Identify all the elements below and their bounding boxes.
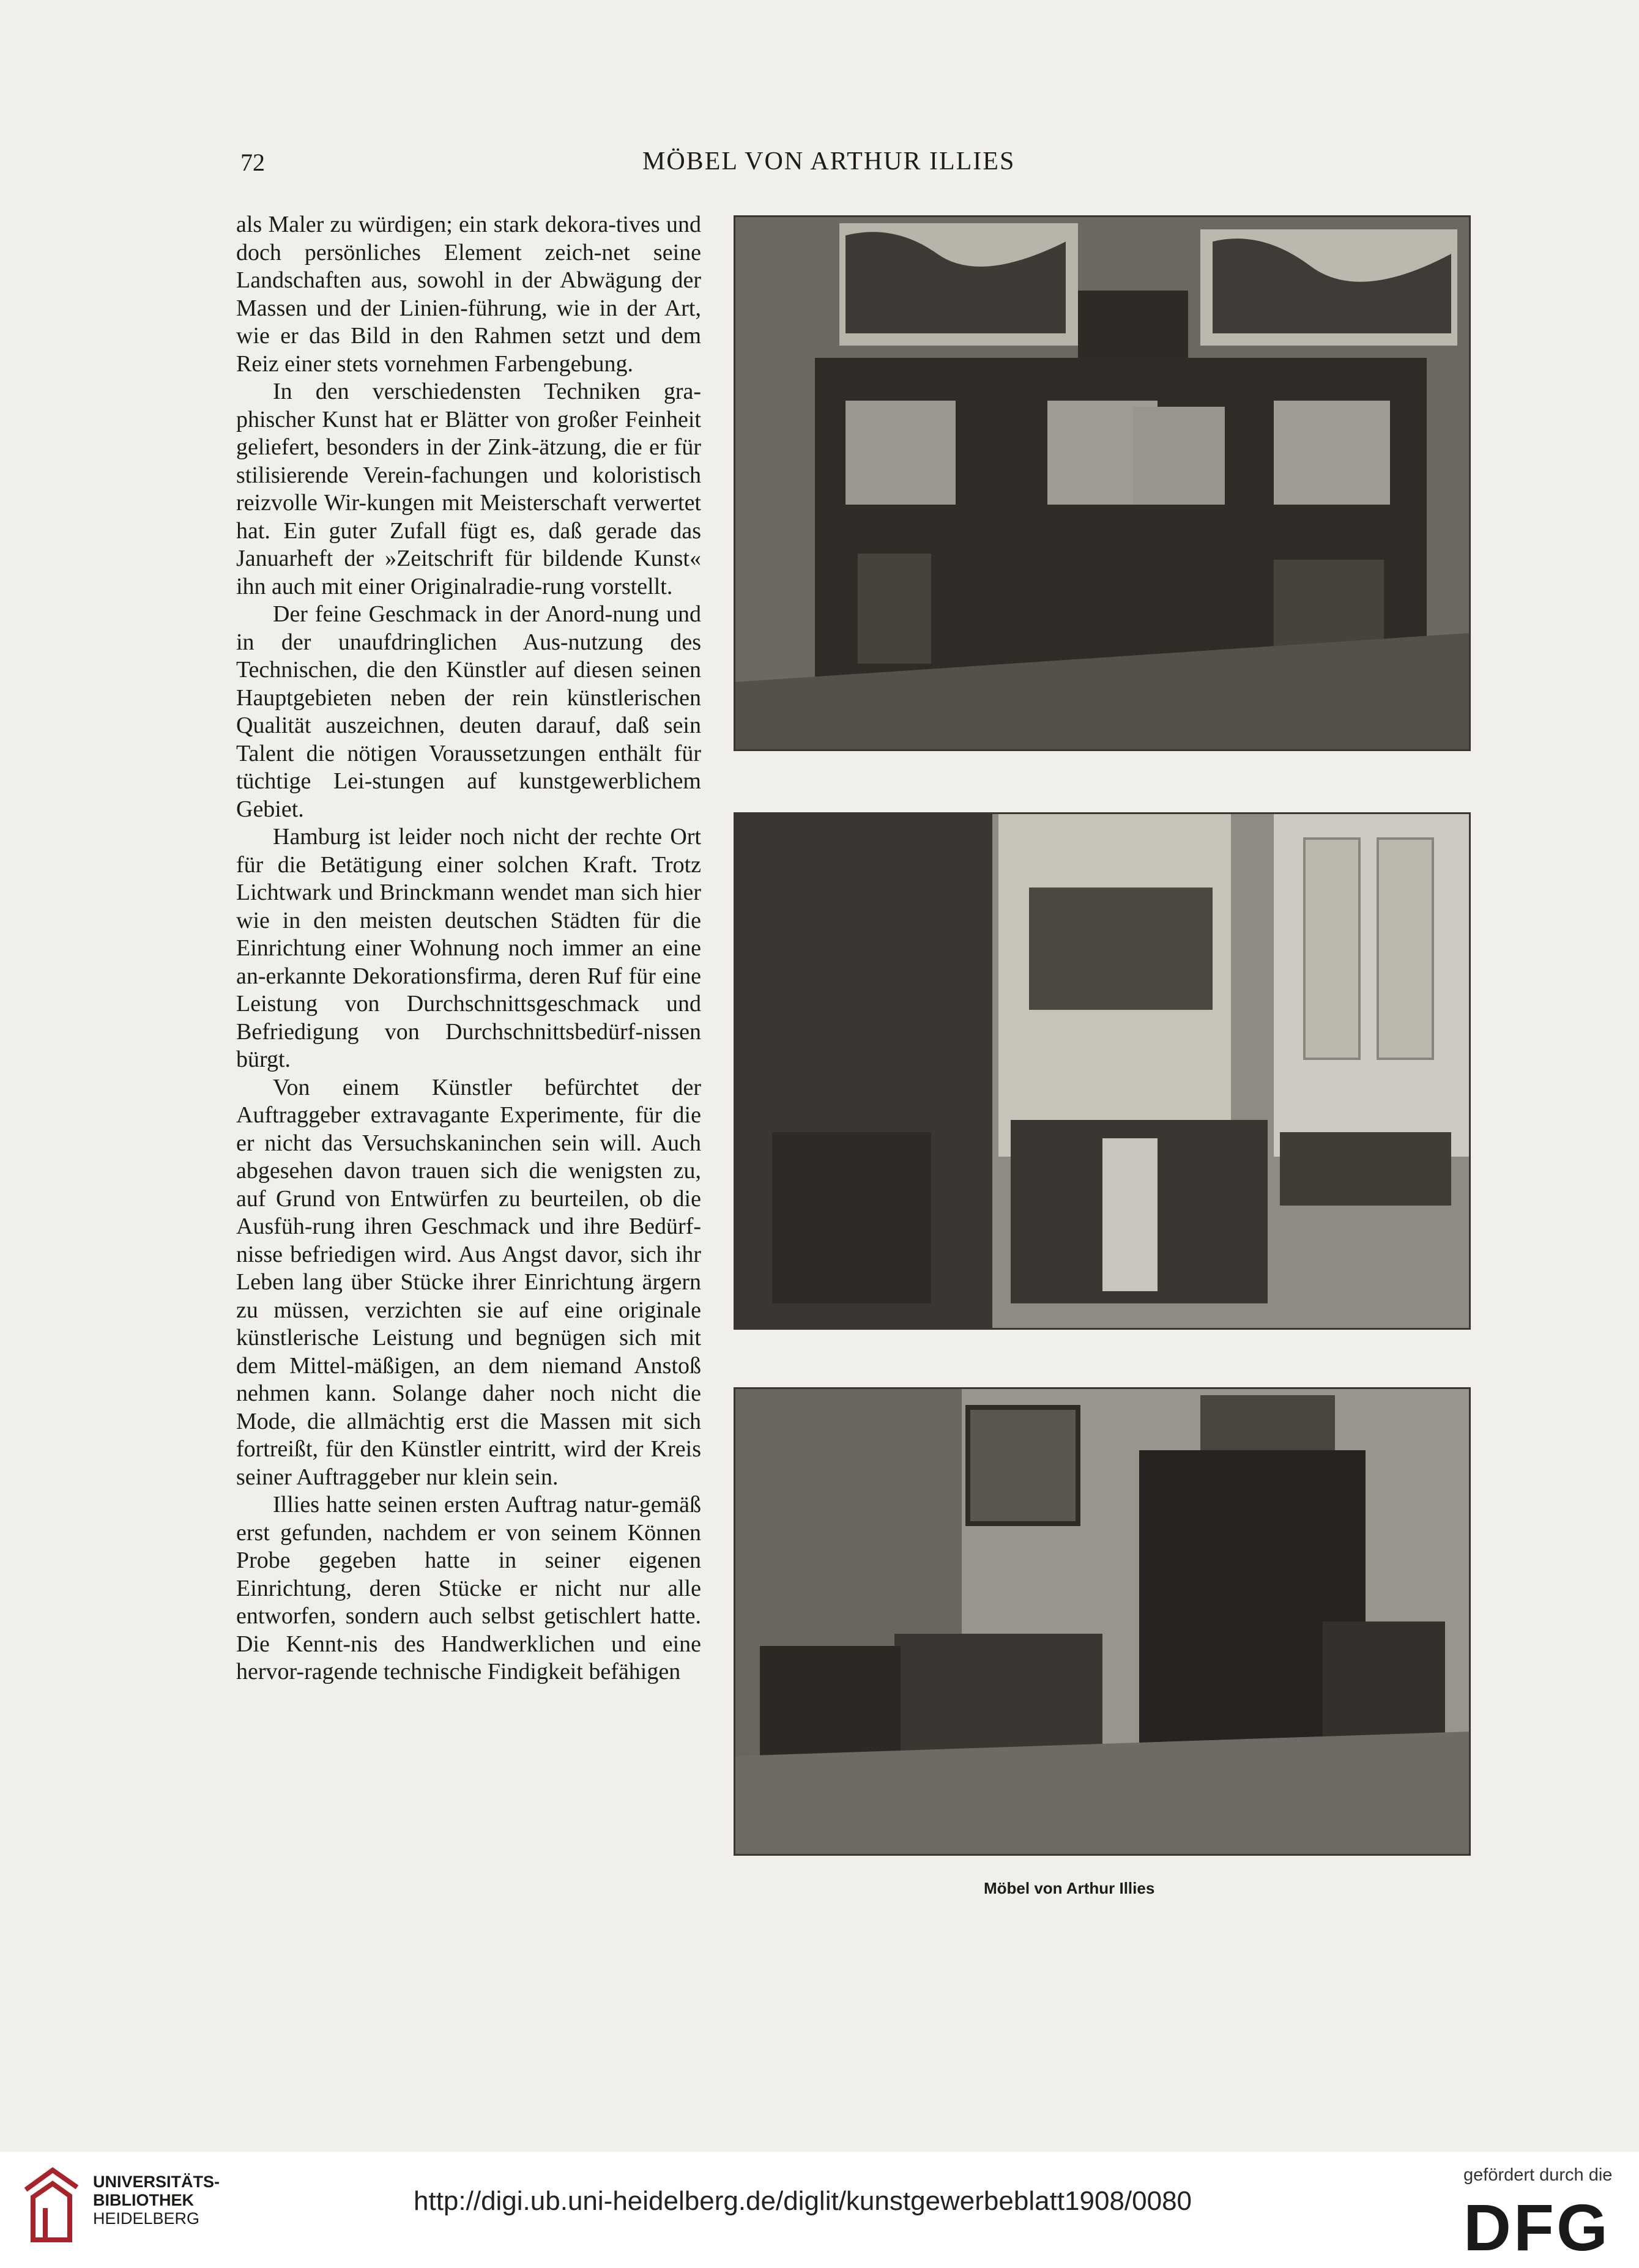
photo-study-room: [734, 1387, 1471, 1856]
library-name-line: HEIDELBERG: [93, 2209, 200, 2228]
funding-label: gefördert durch die: [1463, 2165, 1613, 2185]
photo-corner-cabinets: [734, 215, 1471, 751]
photo-desk-corner: [734, 812, 1471, 1330]
page-number: 72: [240, 149, 265, 176]
paragraph: In den verschiedensten Techniken gra-phischer Kunst hat er Blätter von großer Feinheit geliefert, besonders in der Zink-ätzung, die er für stilisierende Verein-fachungen und koloristisch reizvolle Wir-kungen mit Meisterschaft verwertet hat. Ein guter Zufall fügt es, daß gerade das Januarheft der »Zeitschrift für bildende Kunst« ihn auch mit einer Originalradie-rung vorstellt.: [236, 379, 701, 599]
paragraph: Hamburg ist leider noch nicht der rechte Ort für die Betätigung einer solchen Kraft. Trotz Lichtwark und Brinckmann wendet man sich hier wie in den meisten deutschen Städten für die Einrichtung einer Wohnung noch immer an eine an-erkannte Dekorationsfirma, deren Ruf für eine Leistung von Durchschnittsgeschmack und Befriedigung von Durchschnittsbedürf-nissen bürgt.: [236, 824, 701, 1072]
library-logo-icon: [21, 2165, 82, 2245]
library-name-line: BIBLIOTHEK: [93, 2191, 194, 2209]
paragraph: als Maler zu würdigen; ein stark dekora-tives und doch persönliches Element zeich-net seine Landschaften aus, sowohl in der Abwägung der Massen und der Linien-führung, wie in der Art, wie er das Bild in den Rahmen setzt und dem Reiz einer stets vornehmen Farbengebung.: [236, 212, 701, 377]
library-name-line: UNIVERSITÄTS-: [93, 2173, 220, 2191]
dfg-logo: DFG: [1463, 2190, 1610, 2264]
running-title: MÖBEL VON ARTHUR ILLIES: [642, 147, 1016, 176]
library-name: [93, 2173, 220, 2228]
figure-caption: Möbel von Arthur Illies: [984, 1879, 1155, 1897]
article-body: [236, 211, 701, 1686]
paragraph: Illies hatte seinen ersten Auftrag natur-gemäß erst gefunden, nachdem er von seinem Können Probe gegeben hatte in seiner eigenen Einrichtung, deren Stücke er nicht nur alle entworfen, sondern auch selbst getischlert hatte. Die Kennt-nis des Handwerklichen und eine hervor-ragende technische Findigkeit befähigen: [236, 1492, 701, 1684]
permalink-url[interactable]: http://digi.ub.uni-heidelberg.de/diglit/kunstgewerbeblatt1908/0080: [414, 2186, 1192, 2216]
paragraph: Von einem Künstler befürchtet der Auftraggeber extravagante Experimente, für die er nicht das Versuchskaninchen sein will. Auch abgesehen davon trauen sich die wenigsten zu, auf Grund von Entwürfen zu beurteilen, ob die Ausfüh-rung ihren Geschmack und ihre Bedürf-nisse befriedigen wird. Aus Angst davor, sich ihr Leben lang über Stücke ihrer Einrichtung ärgern zu müssen, verzichten sie auf eine originale künstlerische Leistung und begnügen sich mit dem Mittel-mäßigen, an dem niemand Anstoß nehmen kann. Solange daher noch nicht die Mode, die allmächtig erst die Massen mit sich fortreißt, für den Künstler eintritt, wird der Kreis seiner Auftraggeber nur klein sein.: [236, 1074, 701, 1490]
paragraph: Der feine Geschmack in der Anord-nung und in der unaufdringlichen Aus-nutzung des Technischen, die den Künstler auf diesen seinen Hauptgebieten neben der rein künstlerischen Qualität auszeichnen, deuten darauf, daß sein Talent die nötigen Voraussetzungen enthält für tüchtige Lei-stungen auf kunstgewerblichem Gebiet.: [236, 601, 701, 822]
